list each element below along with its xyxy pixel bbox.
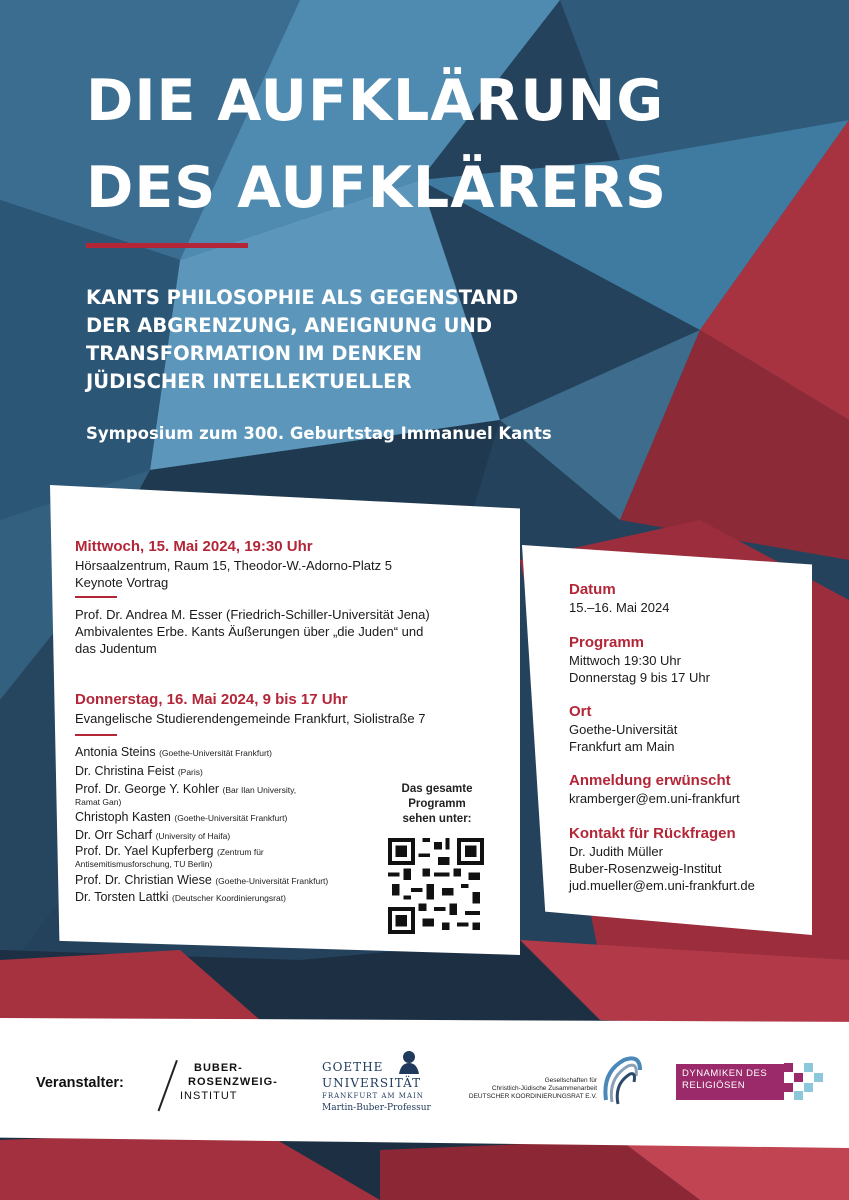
goethe-line-1: GOETHE <box>322 1060 384 1074</box>
anmeldung-email[interactable]: kramberger@em.uni-frankfurt <box>569 791 740 806</box>
speaker-affiliation: (Zentrum für <box>217 847 264 857</box>
day1-location: Hörsaalzentrum, Raum 15, Theodor-W.-Adorno-Platz 5 <box>75 558 392 573</box>
speaker-name: Christoph Kasten <box>75 810 171 824</box>
qr-label-line: sehen unter: <box>402 813 472 825</box>
subtitle <box>86 284 706 396</box>
goethe-line-2: UNIVERSITÄT <box>322 1076 422 1090</box>
speaker-entry <box>75 844 264 860</box>
speaker-affiliation-cont: Ramat Gan) <box>75 797 122 807</box>
organizer-label: Veranstalter: <box>36 1075 124 1091</box>
bri-line-1: BUBER- <box>194 1062 243 1074</box>
day1-heading: Mittwoch, 15. Mai 2024, 19:30 Uhr <box>75 538 313 555</box>
speaker-entry <box>75 890 286 906</box>
goethe-line-4: Martin-Buber-Professur <box>322 1103 431 1113</box>
speaker-name: Dr. Torsten Lattki <box>75 890 169 904</box>
qr-code-icon[interactable] <box>388 838 484 934</box>
title-underline <box>86 243 248 248</box>
goethe-line-3: FRANKFURT AM MAIN <box>322 1092 424 1100</box>
programm-label: Programm <box>569 634 645 651</box>
speaker-affiliation: (Paris) <box>177 767 203 777</box>
speaker-name: Dr. Orr Scharf <box>75 828 153 842</box>
subtitle-line: TRANSFORMATION IM DENKEN <box>86 342 422 365</box>
subtitle-line: JÜDISCHER INTELLEKTUELLER <box>86 370 412 393</box>
dyn-line-1: DYNAMIKEN DES <box>682 1068 768 1079</box>
subtitle-line: KANTS PHILOSOPHIE ALS GEGENSTAND <box>86 286 519 309</box>
programm-line-1: Mittwoch 19:30 Uhr <box>569 653 681 668</box>
speaker-entry <box>75 810 287 826</box>
bri-line-3: INSTITUT <box>180 1090 238 1102</box>
title-line-1: DIE AUFKLÄRUNG <box>86 68 665 134</box>
gcjz-emblem-icon <box>600 1052 644 1108</box>
speaker-affiliation: (Goethe-Universität Frankfurt) <box>159 748 272 758</box>
day1-format: Keynote Vortrag <box>75 575 169 590</box>
dynamiken-logo <box>676 1064 784 1100</box>
gcjz-line-1: Gesellschaften für <box>544 1077 597 1084</box>
subtitle-line: DER ABGRENZUNG, ANEIGNUNG UND <box>86 314 493 337</box>
day1-talk-line-1: Ambivalentes Erbe. Kants Äußerungen über „die Juden“ und <box>75 624 424 639</box>
dyn-line-2: RELIGIÖSEN <box>682 1080 746 1091</box>
gcjz-line-2: Christlich-Jüdische Zusammenarbeit <box>491 1085 597 1092</box>
speaker-name: Antonia Steins <box>75 745 156 759</box>
ort-line-2: Frankfurt am Main <box>569 739 675 754</box>
speaker-affiliation: (Bar Ilan University, <box>222 785 297 795</box>
kontakt-label: Kontakt für Rückfragen <box>569 825 736 842</box>
goethe-portrait-icon <box>396 1048 422 1074</box>
ort-line-1: Goethe-Universität <box>569 722 678 737</box>
speaker-affiliation: (Goethe-Universität Frankfurt) <box>215 876 329 886</box>
bri-line-2: ROSENZWEIG- <box>188 1076 278 1088</box>
separator <box>75 734 117 736</box>
qr-label-line: Programm <box>408 798 466 810</box>
speaker-entry <box>75 782 296 798</box>
ort-label: Ort <box>569 703 592 720</box>
speaker-entry <box>75 873 328 889</box>
kontakt-institute: Buber-Rosenzweig-Institut <box>569 861 722 876</box>
datum-label: Datum <box>569 581 616 598</box>
speaker-affiliation: (Goethe-Universität Frankfurt) <box>174 813 288 823</box>
speaker-name: Prof. Dr. George Y. Kohler <box>75 782 220 796</box>
title-line-2: DES AUFKLÄRERS <box>86 155 668 221</box>
speaker-entry <box>75 745 272 761</box>
dynamiken-squares-icon <box>784 1063 824 1101</box>
day2-heading: Donnerstag, 16. Mai 2024, 9 bis 17 Uhr <box>75 691 348 708</box>
anmeldung-label: Anmeldung erwünscht <box>569 772 731 789</box>
day2-location: Evangelische Studierendengemeinde Frankfurt, Siolistraße 7 <box>75 711 426 726</box>
speaker-affiliation: (Deutscher Koordinierungsrat) <box>172 893 286 903</box>
qr-label-line: Das gesamte <box>401 783 473 795</box>
gcjz-text <box>452 1077 597 1101</box>
qr-label <box>388 782 486 827</box>
kontakt-name: Dr. Judith Müller <box>569 844 663 859</box>
tagline: Symposium zum 300. Geburtstag Immanuel Kants <box>86 424 552 443</box>
gcjz-line-3: DEUTSCHER KOORDINIERUNGSRAT E.V. <box>468 1093 597 1100</box>
speaker-name: Prof. Dr. Christian Wiese <box>75 873 212 887</box>
speaker-affiliation-cont: Antisemitismusforschung, TU Berlin) <box>75 859 213 869</box>
day1-talk-line-2: das Judentum <box>75 641 157 656</box>
separator <box>75 596 117 598</box>
datum-value: 15.–16. Mai 2024 <box>569 600 670 615</box>
speaker-name: Dr. Christina Feist <box>75 764 175 778</box>
day1-speaker: Prof. Dr. Andrea M. Esser (Friedrich-Schiller-Universität Jena) <box>75 607 430 622</box>
speaker-name: Prof. Dr. Yael Kupferberg <box>75 844 214 858</box>
programm-line-2: Donnerstag 9 bis 17 Uhr <box>569 670 710 685</box>
speaker-affiliation: (University of Haifa) <box>155 831 231 841</box>
speaker-entry <box>75 828 230 844</box>
main-title <box>86 58 826 232</box>
kontakt-email[interactable]: jud.mueller@em.uni-frankfurt.de <box>569 878 755 893</box>
buber-rosenzweig-logo <box>162 1058 302 1114</box>
speaker-entry <box>75 764 203 780</box>
goethe-university-logo <box>322 1048 434 1123</box>
